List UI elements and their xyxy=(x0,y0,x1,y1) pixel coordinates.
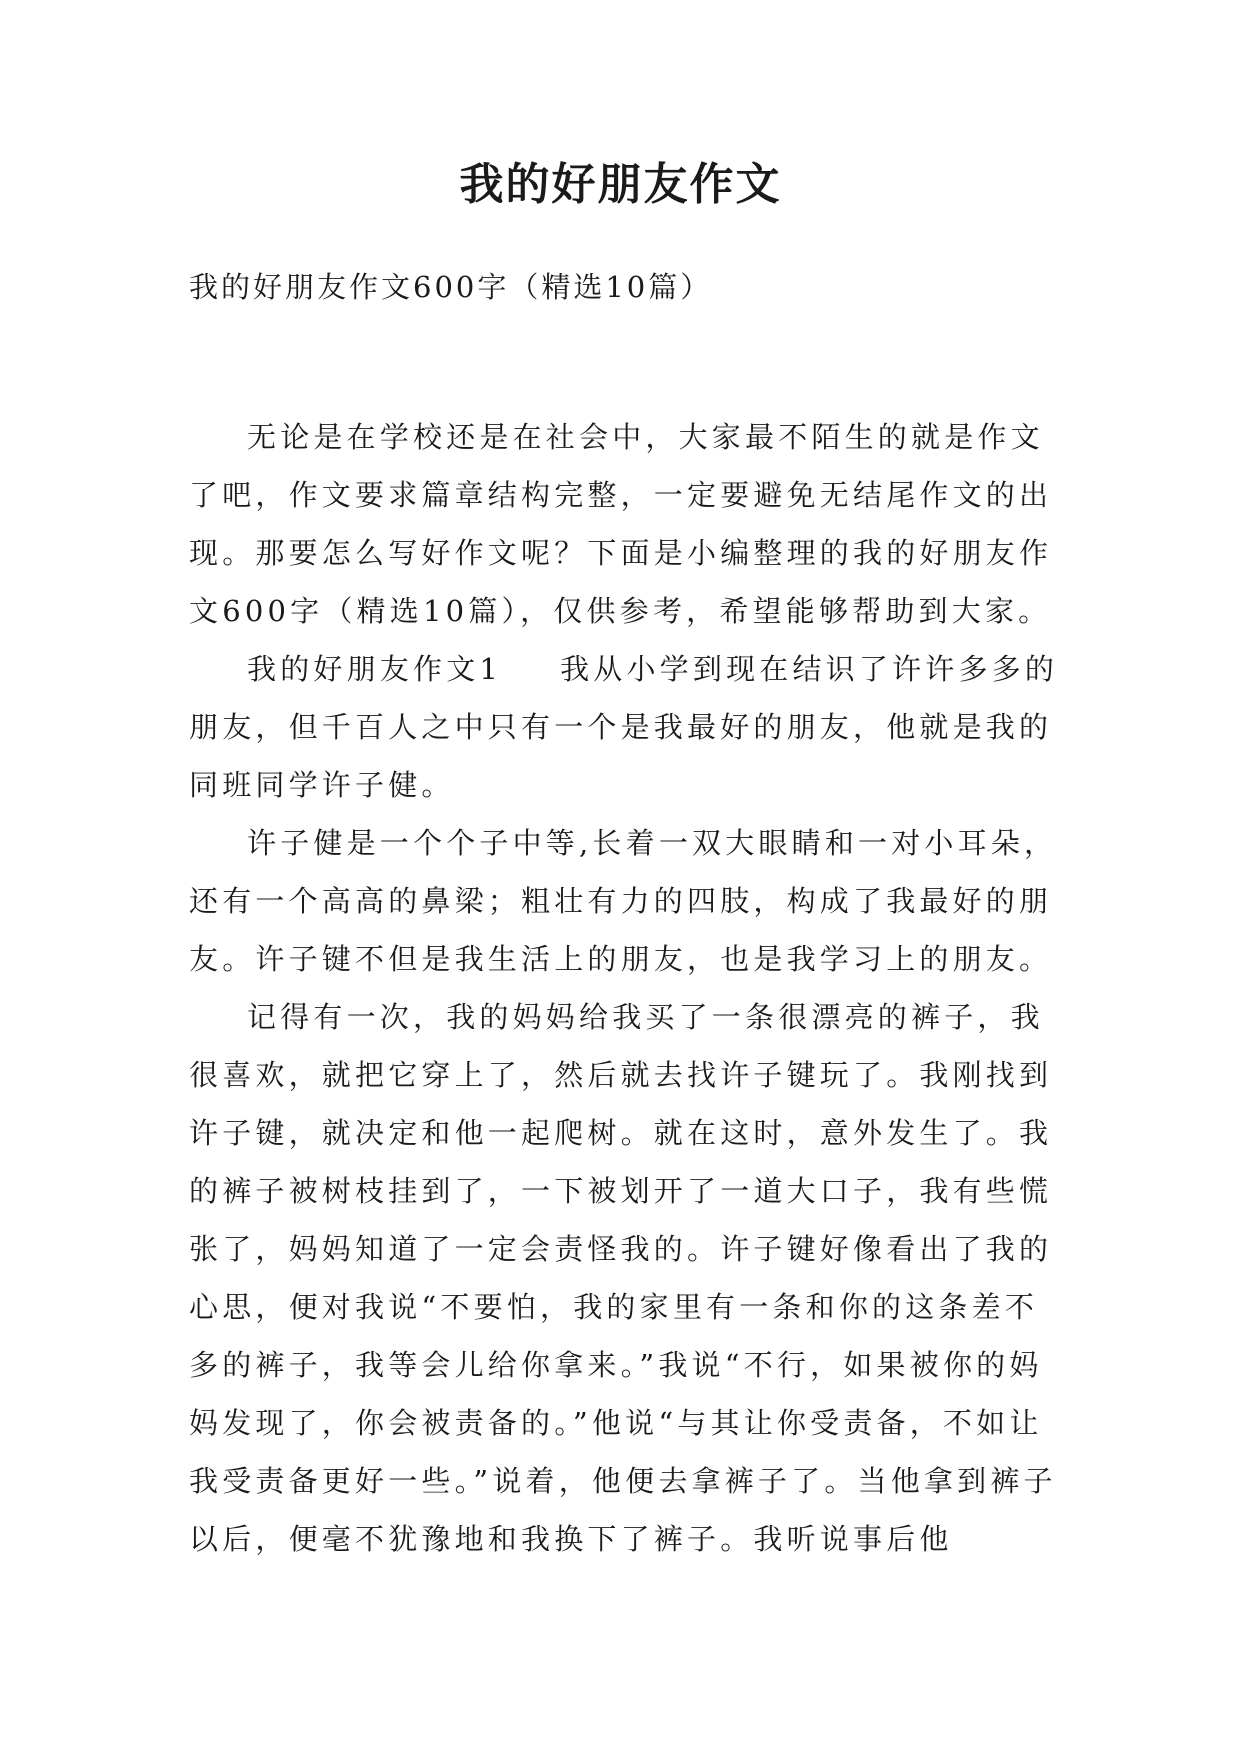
story-paragraph: 记得有一次，我的妈妈给我买了一条很漂亮的裤子，我很喜欢，就把它穿上了，然后就去找许子键玩了。我刚找到许子键，就决定和他一起爬树。就在这时，意外发生了。我的裤子被树枝挂到了，一下被划开了一道大口子，我有些慌张了，妈妈知道了一定会责怪我的。许子键好像看出了我的心思，便对我说“不要怕，我的家里有一条和你的这条差不多的裤子，我等会儿给你拿来。”我说“不行，如果被你的妈妈发现了，你会被责备的。”他说“与其让你受责备，不如让我受责备更好一些。”说着，他便去拿裤子了。当他拿到裤子以后，便毫不犹豫地和我换下了裤子。我听说事后他 xyxy=(189,1000,1057,1556)
document-subtitle: 我的好朋友作文600字（精选10篇） xyxy=(189,270,713,304)
description-paragraph: 许子健是一个个子中等,长着一双大眼睛和一对小耳朵，还有一个高高的鼻梁；粗壮有力的四肢，构成了我最好的朋友。许子键不但是我生活上的朋友，也是我学习上的朋友。 xyxy=(189,826,1058,976)
essay-1-text: 我从小学到现在结识了许许多多的朋友，但千百人之中只有一个是我最好的朋友，他就是我的同班同学许子健。 xyxy=(189,652,1059,802)
essay-1-heading: 我的好朋友作文1 xyxy=(247,652,503,686)
document-body xyxy=(189,408,1069,1568)
essay-1-paragraph xyxy=(189,640,1069,814)
intro-paragraph: 无论是在学校还是在社会中，大家最不陌生的就是作文了吧，作文要求篇章结构完整，一定要避免无结尾作文的出现。那要怎么写好作文呢？下面是小编整理的我的好朋友作文600字（精选10篇），仅供参考，希望能够帮助到大家。 xyxy=(189,420,1053,628)
document-title: 我的好朋友作文 xyxy=(459,159,782,210)
